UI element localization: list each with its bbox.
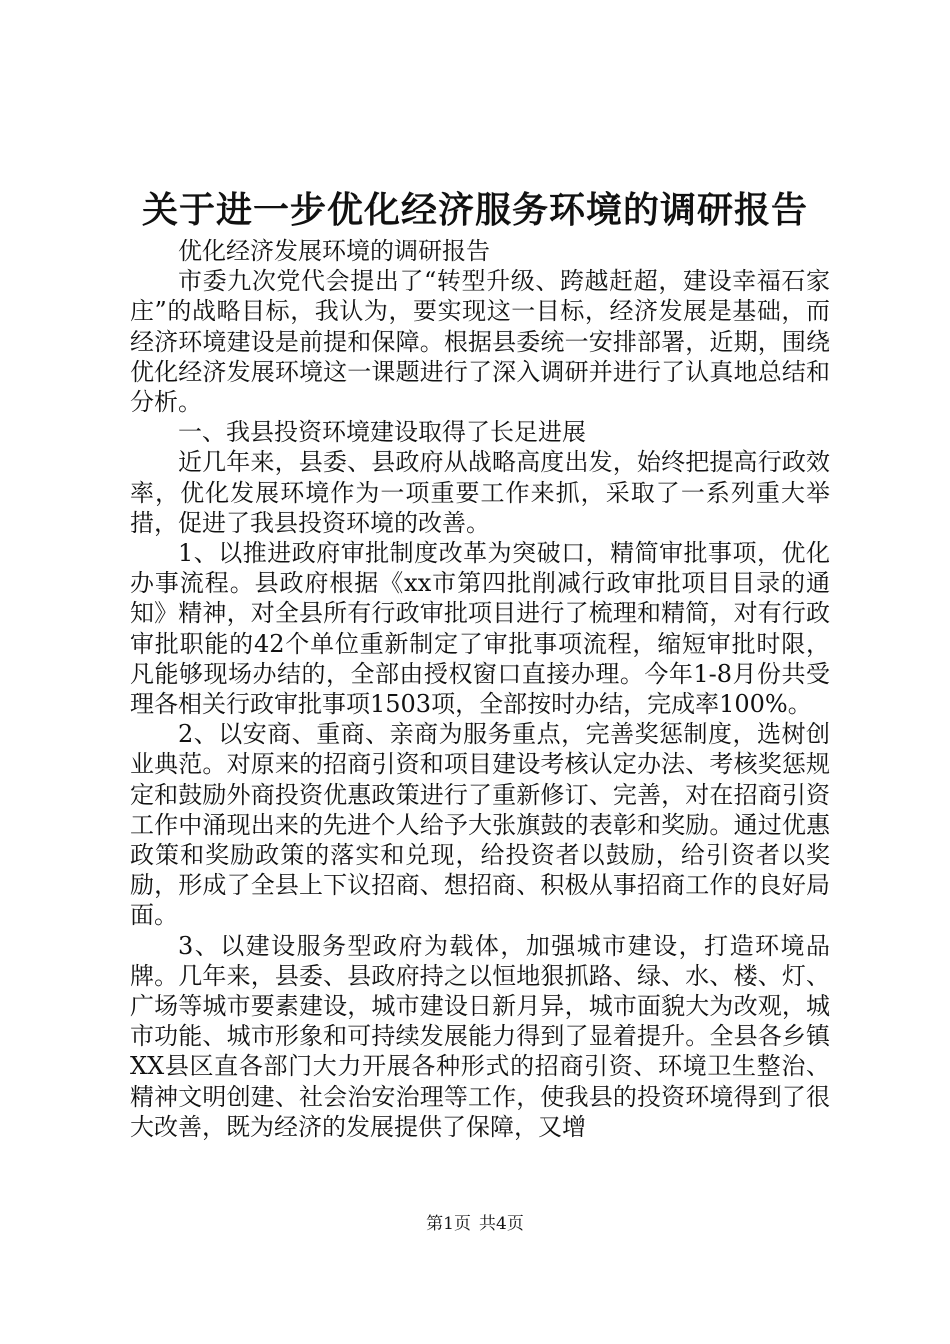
page-footer	[0, 1212, 950, 1236]
body-paragraph: 近几年来，县委、县政府从战略高度出发，始终把提高行政效率，优化发展环境作为一项重要工作来抓，采取了一系列重大举措，促进了我县投资环境的改善。	[130, 448, 830, 537]
document-body	[130, 236, 830, 1142]
page-total: 共4页	[479, 1214, 524, 1234]
body-paragraph: 1、以推进政府审批制度改革为突破口，精简审批事项，优化办事流程。县政府根据《xx市第四批削减行政审批项目目录的通知》精神，对全县所有行政审批项目进行了梳理和精简，对有行政审批职能的42个单位重新制定了审批事项流程，缩短审批时限，凡能够现场办结的，全部由授权窗口直接办理。今年1-8月份共受理各相关行政审批事项1503项，全部按时办结，完成率100%。	[130, 539, 830, 719]
section-heading: 一、我县投资环境建设取得了长足进展	[178, 418, 586, 447]
page-number: 第1页	[426, 1214, 471, 1234]
document-title: 关于进一步优化经济服务环境的调研报告	[141, 189, 808, 231]
body-paragraph: 2、以安商、重商、亲商为服务重点，完善奖惩制度，选树创业典范。对原来的招商引资和项目建设考核认定办法、考核奖惩规定和鼓励外商投资优惠政策进行了重新修订、完善，对在招商引资工作中涌现出来的先进个人给予大张旗鼓的表彰和奖励。通过优惠政策和奖励政策的落实和兑现，给投资者以鼓励，给引资者以奖励，形成了全县上下议招商、想招商、积极从事招商工作的良好局面。	[130, 720, 830, 930]
intro-paragraph: 市委九次党代会提出了“转型升级、跨越赶超，建设幸福石家庄”的战略目标，我认为，要实现这一目标，经济发展是基础，而经济环境建设是前提和保障。根据县委统一安排部署，近期，围绕优化经济发展环境这一课题进行了深入调研并进行了认真地总结和分析。	[130, 267, 830, 417]
body-paragraph: 3、以建设服务型政府为载体，加强城市建设，打造环境品牌。几年来，县委、县政府持之以恒地狠抓路、绿、水、楼、灯、广场等城市要素建设，城市建设日新月异，城市面貌大为改观，城市功能、城市形象和可持续发展能力得到了显着提升。全县各乡镇XX县区直各部门大力开展各种形式的招商引资、环境卫生整治、精神文明创建、社会治安治理等工作，使我县的投资环境得到了很大改善，既为经济的发展提供了保障，又增	[130, 931, 830, 1141]
subtitle-paragraph: 优化经济发展环境的调研报告	[178, 237, 490, 265]
